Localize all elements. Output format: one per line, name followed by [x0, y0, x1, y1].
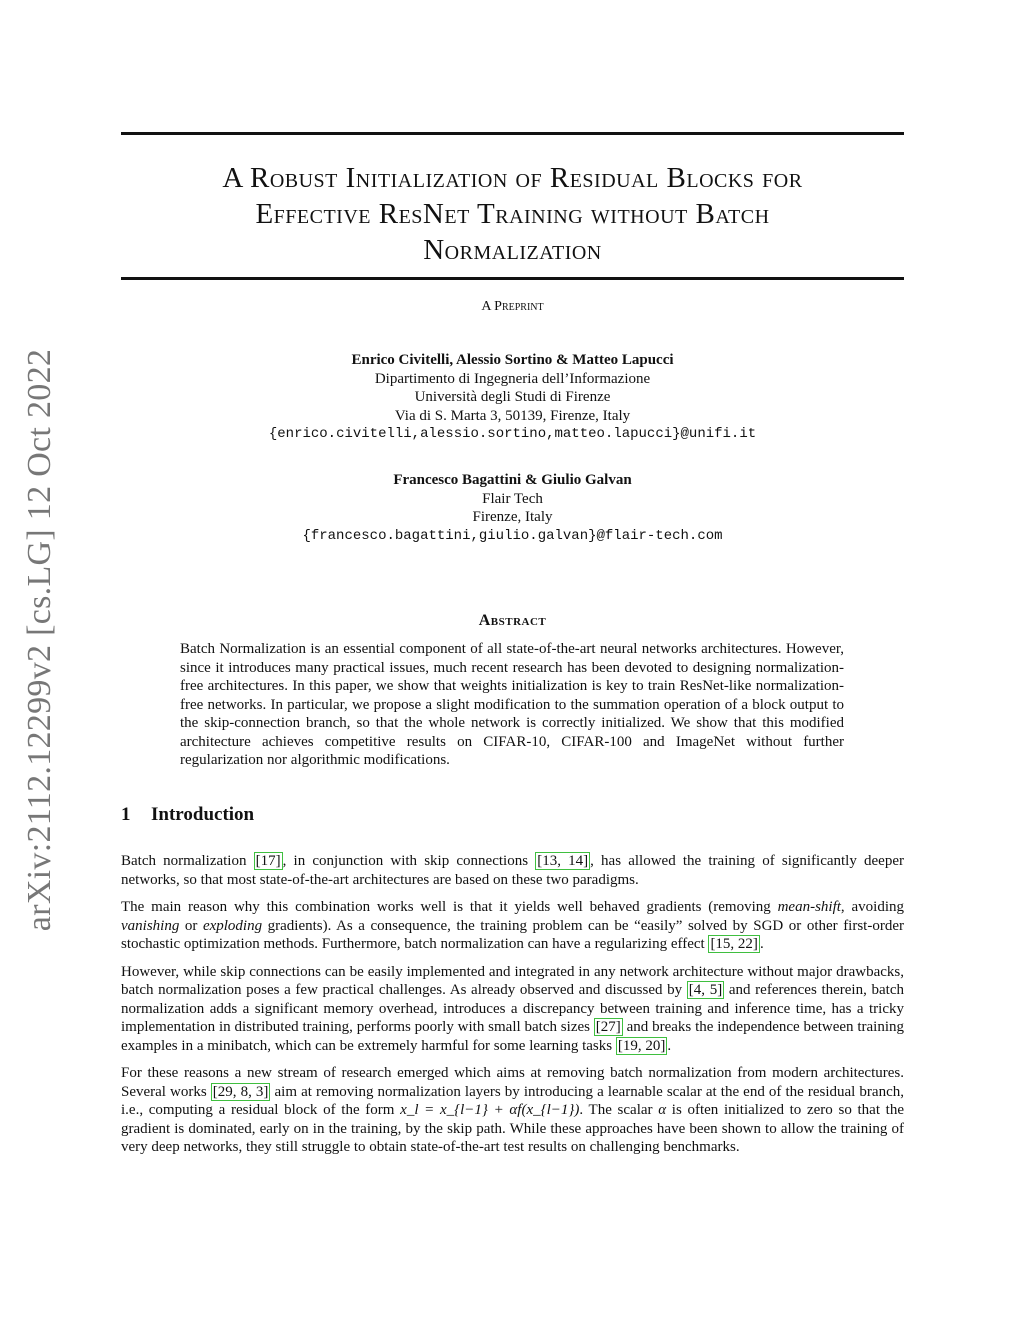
title-rule-bottom — [121, 277, 904, 280]
paragraph-4 — [121, 1064, 904, 1157]
residual-formula: x_l = x_{l−1} + αf(x_{l−1}) — [400, 1102, 580, 1118]
section-number: 1 — [121, 804, 131, 825]
title-rule-top — [121, 132, 904, 135]
title-line-1: A Robust Initialization of Residual Blocks for — [222, 162, 803, 194]
text-run: aim at removing normalization layers by introducing a learnable scalar at the end of the residual branch, i.e., computing a residual block of the form — [121, 1083, 904, 1118]
paper-title — [121, 160, 904, 268]
text-run: Batch normalization — [121, 853, 254, 869]
title-line-3: Normalization — [423, 234, 602, 266]
affiliation-line: Firenze, Italy — [472, 509, 553, 525]
citation-link[interactable]: [19, 20] — [617, 1037, 666, 1054]
text-run: gradients). As a consequence, the training problem can be “easily” solved by SGD or other first-order stochastic optimization methods. Furthermore, batch normalization can have a regularizing effect — [121, 917, 904, 952]
emphasis: vanishing — [121, 917, 180, 934]
paragraph-1 — [121, 852, 904, 889]
text-run: . — [667, 1037, 672, 1054]
author-names: Enrico Civitelli, Alessio Sortino & Matteo Lapucci — [351, 352, 674, 368]
text-run: . The scalar — [579, 1102, 659, 1118]
text-run: and breaks the independence between training examples in a minibatch, which can be extremely harmful for some learning tasks — [121, 1019, 904, 1054]
affiliation-line: Flair Tech — [482, 490, 543, 507]
affiliation-line: Università degli Studi di Firenze — [414, 389, 611, 405]
text-run: . — [759, 936, 764, 952]
title-line-2: Effective ResNet Training without Batch — [255, 198, 770, 230]
preprint-label: A Preprint — [481, 299, 544, 314]
text-run: is often initialized to zero so that the gradient is dominated, early on in the training, by the skip path. While these approaches have been shown to allow the training of very deep networks, they still struggle to obtain state-of-the-art test results on challenging benchmarks. — [121, 1102, 904, 1155]
paragraph-2 — [121, 898, 904, 954]
text-run: However, while skip connections can be easily implemented and integrated in any network architecture without major drawbacks, batch normalization poses a few practical challenges. As already observed and discussed by — [121, 963, 904, 998]
affiliation-line: Via di S. Marta 3, 50139, Firenze, Italy — [394, 407, 631, 424]
author-block-2 — [121, 471, 904, 545]
citation-link[interactable]: [13, 14] — [537, 853, 589, 869]
citation-link[interactable]: [27] — [595, 1019, 621, 1035]
text-run: , in conjunction with skip connections — [282, 853, 536, 869]
citation-link[interactable]: [4, 5] — [688, 982, 723, 998]
text-run: or — [179, 917, 203, 934]
abstract-body — [180, 640, 844, 770]
section-title: Introduction — [151, 804, 255, 825]
text-run: and references therein, batch normalization adds a significant memory overhead, introduces a discrepancy between training and inference time, has a tricky implementation in distributed training, performs poorly with small batch sizes — [121, 982, 904, 1035]
abstract-heading: Abstract — [478, 612, 547, 629]
abstract-text: Batch Normalization is an essential component of all state-of-the-art neural networks architectures. However, since it introduces many practical issues, much recent research has been devoted to designing normalization-free architectures. In this paper, we show that weights initialization is key to train ResNet-like normalization-free networks. In particular, we propose a slight modification to the summation operation of a block output to the skip-connection branch, so that the whole network is correctly initialized. We show that this modified architecture achieves competitive results on CIFAR-10, CIFAR-100 and ImageNet without further regularization nor algorithmic modifications. — [180, 641, 844, 768]
author-email: {francesco.bagattini,giulio.galvan}@flair-tech.com — [302, 527, 723, 544]
section-heading — [121, 804, 254, 826]
text-run: , avoiding — [840, 899, 904, 915]
arxiv-sidebar — [12, 330, 68, 950]
citation-link[interactable]: [17] — [255, 853, 281, 869]
section-body — [121, 852, 904, 1166]
paragraph-3 — [121, 963, 904, 1056]
text-run: For these reasons a new stream of research emerged which aims at removing batch normalization from modern architectures. Several works — [121, 1065, 904, 1100]
citation-link[interactable]: [29, 8, 3] — [212, 1083, 269, 1100]
emphasis: exploding — [202, 917, 263, 934]
emphasis: mean-shift — [777, 899, 841, 915]
author-block-1 — [121, 351, 904, 444]
affiliation-line: Dipartimento di Ingegneria dell’Informazione — [374, 370, 651, 387]
alpha-symbol: α — [658, 1102, 667, 1118]
author-email: {enrico.civitelli,alessio.sortino,matteo.lapucci}@unifi.it — [268, 426, 757, 442]
arxiv-id: arXiv:2112.12299v2 [cs.LG] 12 Oct 2022 — [21, 348, 58, 932]
text-run: , has allowed the training of significantly deeper networks, so that most state-of-the-art architectures are based on these two paradigms. — [121, 853, 904, 888]
text-run: The main reason why this combination works well is that it yields well behaved gradients (removing — [121, 899, 778, 915]
author-names: Francesco Bagattini & Giulio Galvan — [393, 472, 632, 488]
citation-link[interactable]: [15, 22] — [710, 936, 758, 952]
